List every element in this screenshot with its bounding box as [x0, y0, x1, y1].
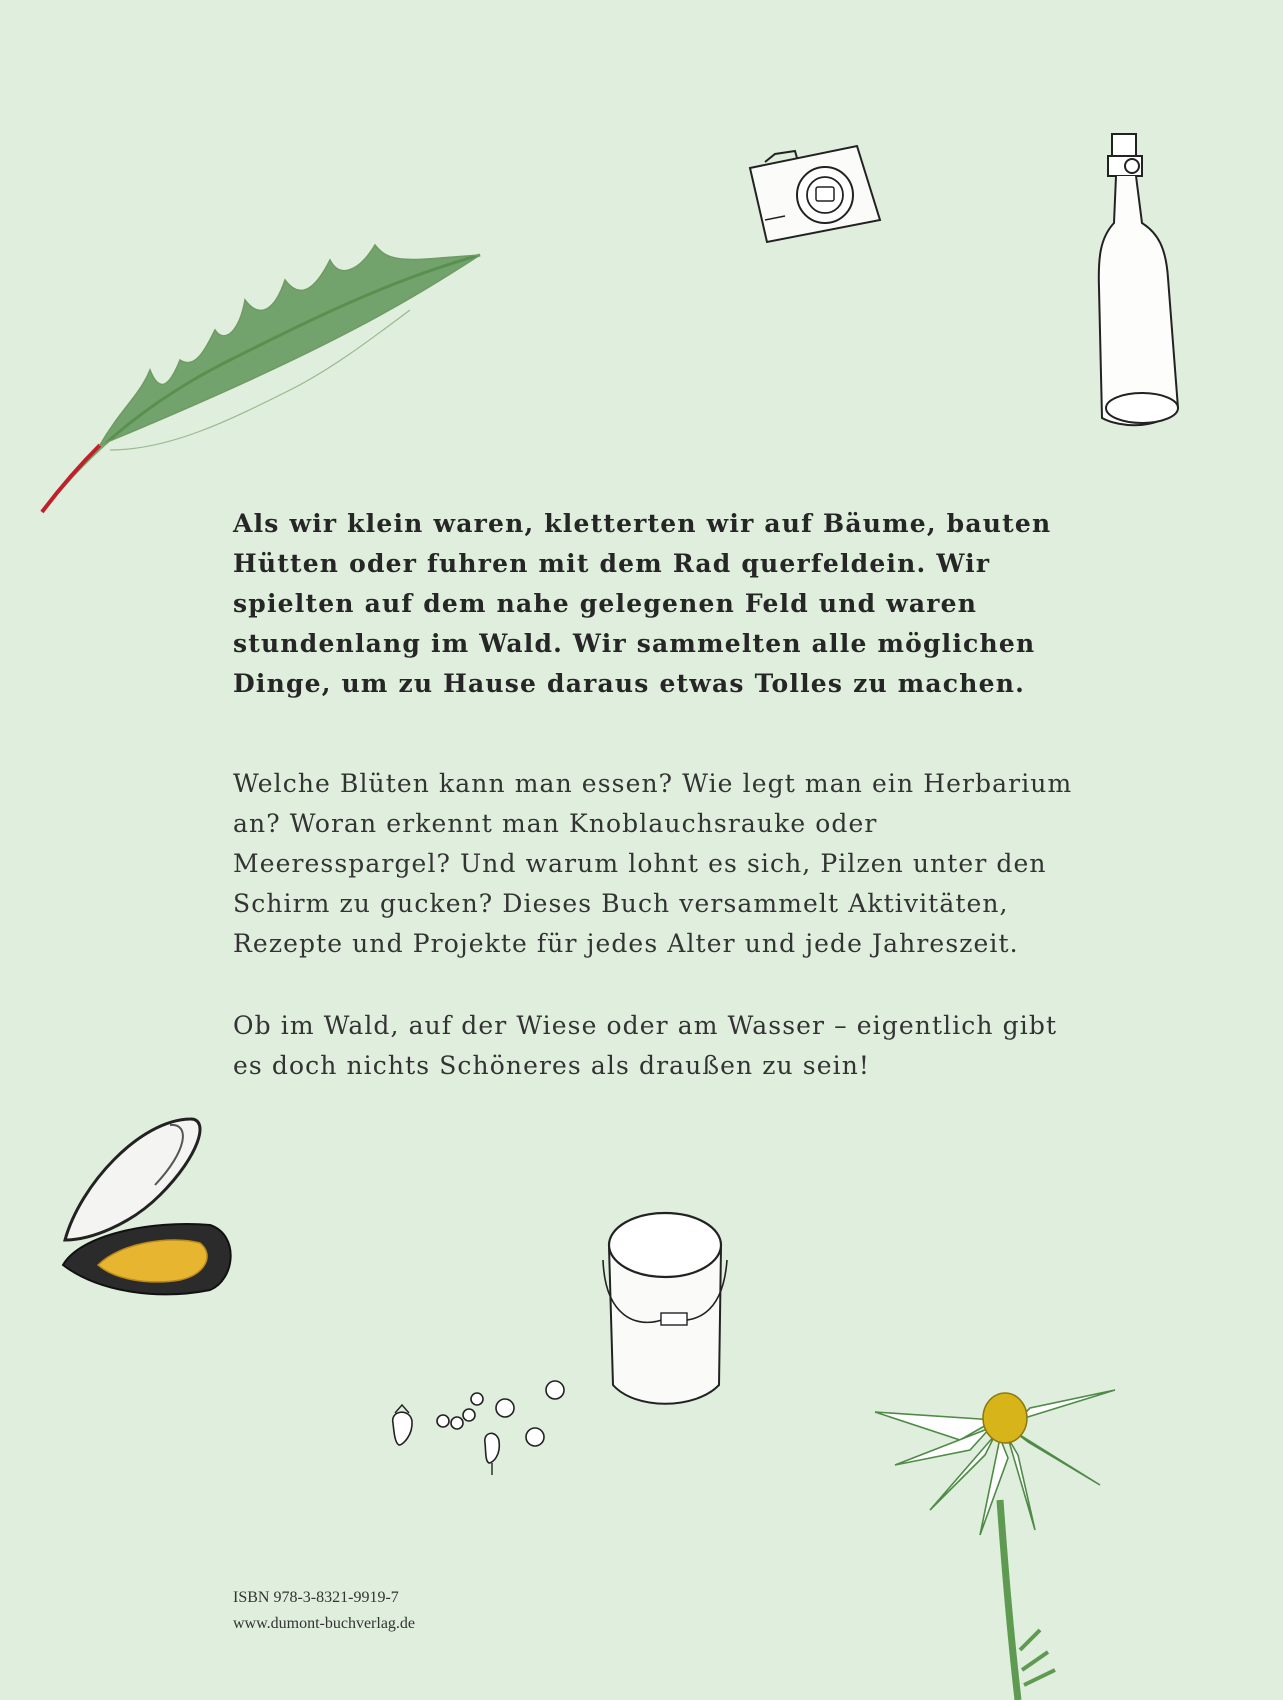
berries-illustration	[385, 1375, 570, 1485]
dandelion-leaf-illustration	[30, 220, 490, 520]
isbn-text: ISBN 978-3-8321-9919-7	[233, 1589, 399, 1606]
camera-illustration	[745, 140, 885, 250]
chamomile-flower-illustration	[870, 1380, 1130, 1700]
glass-bottle-illustration	[1090, 128, 1185, 438]
tin-can-illustration	[595, 1205, 735, 1415]
mussel-illustration	[60, 1115, 240, 1300]
body-paragraph-1: Welche Blüten kann man essen? Wie legt man ein Herbarium an? Woran erkennt man Knoblauchsrauke oder Meeresspargel? Und warum lohnt es sich, Pilzen unter den Schirm zu gucken? Dieses Buch versammelt Aktivitäten, Rezepte und Projekte für jedes Alter und jede Jahreszeit.	[233, 769, 1073, 958]
body-paragraph-2: Ob im Wald, auf der Wiese oder am Wasser – eigentlich gibt es doch nichts Schöneres als draußen zu sein!	[233, 1011, 1058, 1080]
imprint	[233, 1585, 415, 1637]
intro-paragraph: Als wir klein waren, kletterten wir auf Bäume, bauten Hütten oder fuhren mit dem Rad querfeldein. Wir spielten auf dem nahe gelegenen Feld und waren stundenlang im Wald. Wir sammelten alle möglichen Dinge, um zu Hause daraus etwas Tolles zu machen.	[233, 509, 1052, 698]
publisher-website-link[interactable]: www.dumont-buchverlag.de	[233, 1615, 416, 1632]
